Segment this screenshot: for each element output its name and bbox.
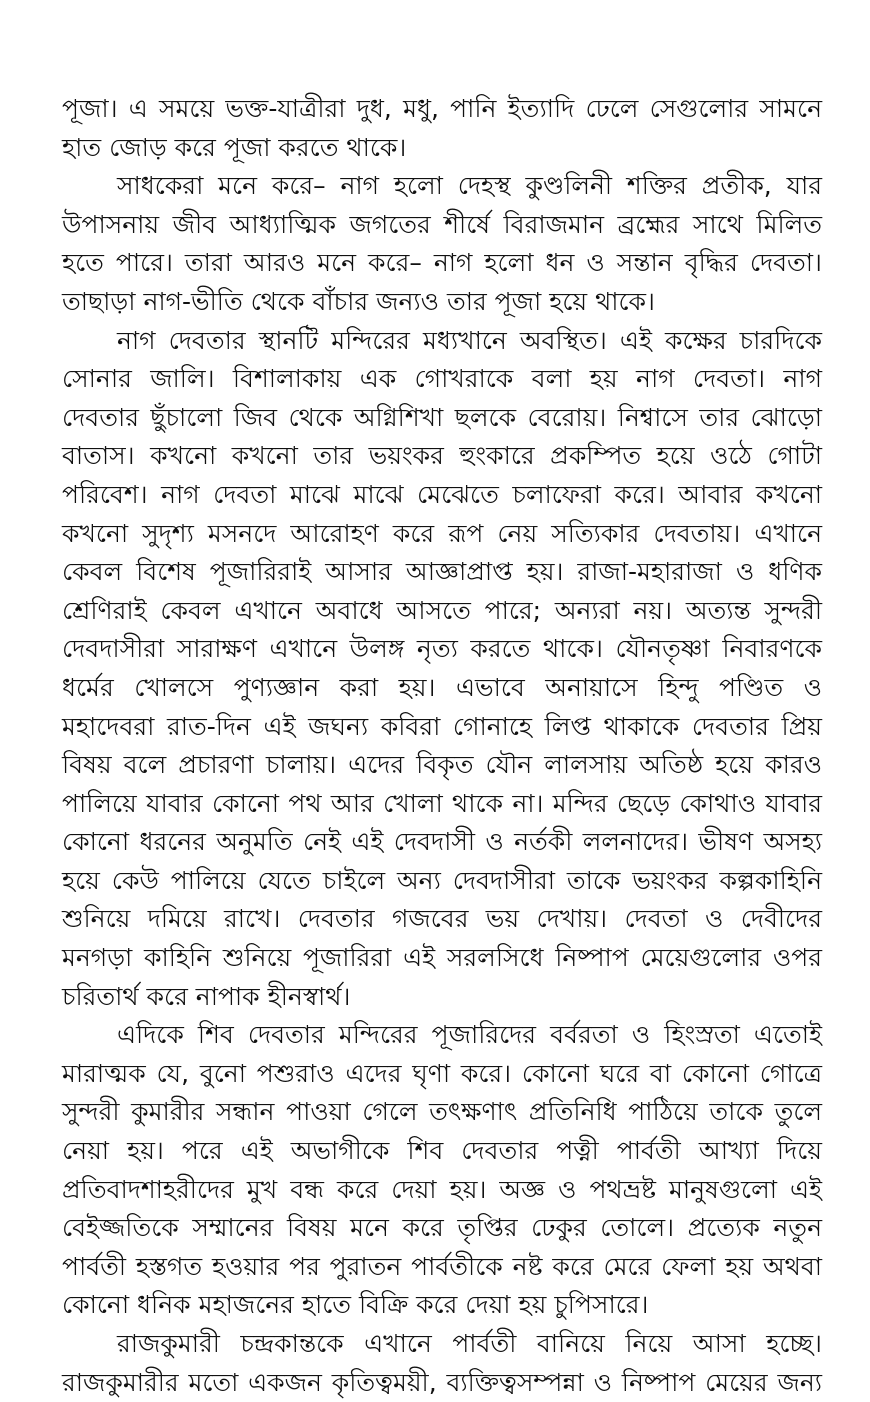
text-line: সাধকেরা মনে করে– নাগ হলো দেহস্থ কুণ্ডলিনী শক্তির প্রতীক, যার bbox=[117, 171, 822, 201]
text-line: তাছাড়া নাগ-ভীতি থেকে বাঁচার জন্যও তার পূজা হয়ে থাকে। bbox=[62, 286, 655, 316]
text-line: কেবল বিশেষ পূজারিরাই আসার আজ্ঞাপ্রাপ্ত হয়। রাজা-মহারাজা ও ধণিক bbox=[62, 557, 822, 587]
text-line: শুনিয়ে দমিয়ে রাখে। দেবতার গজবের ভয় দেখায়। দেবতা ও দেবীদের bbox=[62, 904, 822, 934]
text-line: পরিবেশ। নাগ দেবতা মাঝে মাঝে মেঝেতে চলাফেরা করে। আবার কখনো bbox=[62, 479, 822, 509]
text-line: সোনার জালি। বিশালাকায় এক গোখরাকে বলা হয় নাগ দেবতা। নাগ bbox=[62, 364, 822, 394]
text-line: কোনো ধনিক মহাজনের হাতে বিক্রি করে দেয়া হয় চুপিসারে। bbox=[62, 1290, 649, 1320]
text-line: মহাদেবরা রাত-দিন এই জঘন্য কবিরা গোনাহে লিপ্ত থাকাকে দেবতার প্রিয় bbox=[62, 711, 822, 741]
text-line: রাজকুমারীর মতো একজন কৃতিত্বময়ী, ব্যক্তিত্বসম্পন্না ও নিষ্পাপ মেয়ের জন্য bbox=[62, 1367, 822, 1397]
text-line: কোনো ধরনের অনুমতি নেই এই দেবদাসী ও নর্তকী ললনাদের। ভীষণ অসহ্য bbox=[62, 827, 822, 857]
paragraph-1 bbox=[62, 90, 822, 167]
text-line: পূজা। এ সময়ে ভক্ত-যাত্রীরা দুধ, মধু, পানি ইত্যাদি ঢেলে সেগুলোর সামনে bbox=[62, 94, 822, 123]
text-line: হয়ে কেউ পালিয়ে যেতে চাইলে অন্য দেবদাসীরা তাকে ভয়ংকর কল্পকাহিনি bbox=[62, 865, 822, 895]
text-line: রাজকুমারী চন্দ্রকান্তকে এখানে পার্বতী বানিয়ে নিয়ে আসা হচ্ছে। bbox=[117, 1329, 822, 1358]
text-line: বিষয় বলে প্রচারণা চালায়। এদের বিকৃত যৌন লালসায় অতিষ্ঠ হয়ে কারও bbox=[62, 750, 822, 780]
body-text bbox=[62, 90, 822, 1402]
text-line: হতে পারে। তারা আরও মনে করে– নাগ হলো ধন ও সন্তান বৃদ্ধির দেবতা। bbox=[62, 248, 822, 278]
text-line: শ্রেণিরাই কেবল এখানে অবাধে আসতে পারে; অন্যরা নয়। অত্যন্ত সুন্দরী bbox=[62, 595, 822, 625]
text-line: নাগ দেবতার স্থানটি মন্দিরের মধ্যখানে অবস্থিত। এই কক্ষের চারদিকে bbox=[117, 325, 822, 355]
text-line: মারাত্মক যে, বুনো পশুরাও এদের ঘৃণা করে। কোনো ঘরে বা কোনো গোত্রে bbox=[62, 1058, 822, 1088]
text-line: দেবতার ছুঁচালো জিব থেকে অগ্নিশিখা ছলকে বেরোয়। নিশ্বাসে তার ঝোড়ো bbox=[62, 402, 822, 432]
text-line: পার্বতী হস্তগত হওয়ার পর পুরাতন পার্বতীকে নষ্ট করে মেরে ফেলা হয় অথবা bbox=[62, 1251, 822, 1281]
text-line: বেইজ্জতিকে সম্মানের বিষয় মনে করে তৃপ্তির ঢেকুর তোলে। প্রত্যেক নতুন bbox=[62, 1213, 822, 1243]
text-line: উপাসনায় জীব আধ্যাত্মিক জগতের শীর্ষে বিরাজমান ব্রহ্মের সাথে মিলিত bbox=[62, 209, 822, 239]
text-line: এদিকে শিব দেবতার মন্দিরের পূজারিদের বর্বরতা ও হিংস্রতা এতোই bbox=[117, 1020, 822, 1050]
text-line: বাতাস। কখনো কখনো তার ভয়ংকর হুংকারে প্রকম্পিত হয়ে ওঠে গোটা bbox=[62, 441, 822, 471]
text-line: দেবদাসীরা সারাক্ষণ এখানে উলঙ্গ নৃত্য করতে থাকে। যৌনতৃষ্ণা নিবারণকে bbox=[62, 634, 822, 664]
text-line: নেয়া হয়। পরে এই অভাগীকে শিব দেবতার পত্নী পার্বতী আখ্যা দিয়ে bbox=[62, 1136, 822, 1166]
paragraph-4 bbox=[62, 1016, 822, 1325]
text-line: হাত জোড় করে পূজা করতে থাকে। bbox=[62, 132, 407, 162]
text-line: চরিতার্থ করে নাপাক হীনস্বার্থ। bbox=[62, 981, 351, 1011]
text-line: ধর্মের খোলসে পুণ্যজ্ঞান করা হয়। এভাবে অনায়াসে হিন্দু পণ্ডিত ও bbox=[62, 672, 822, 702]
paragraph-5 bbox=[62, 1325, 822, 1402]
text-line: প্রতিবাদশাহরীদের মুখ বন্ধ করে দেয়া হয়। অজ্ঞ ও পথভ্রষ্ট মানুষগুলো এই bbox=[62, 1174, 822, 1204]
paragraph-2 bbox=[62, 167, 822, 321]
text-line: সুন্দরী কুমারীর সন্ধান পাওয়া গেলে তৎক্ষণাৎ প্রতিনিধি পাঠিয়ে তাকে তুলে bbox=[62, 1097, 822, 1127]
text-line: মনগড়া কাহিনি শুনিয়ে পূজারিরা এই সরলসিধে নিষ্পাপ মেয়েগুলোর ওপর bbox=[62, 943, 822, 973]
paragraph-3 bbox=[62, 322, 822, 1017]
text-line: কখনো সুদৃশ্য মসনদে আরোহণ করে রূপ নেয় সত্যিকার দেবতায়। এখানে bbox=[62, 518, 822, 548]
text-line: পালিয়ে যাবার কোনো পথ আর খোলা থাকে না। মন্দির ছেড়ে কোথাও যাবার bbox=[62, 788, 822, 818]
